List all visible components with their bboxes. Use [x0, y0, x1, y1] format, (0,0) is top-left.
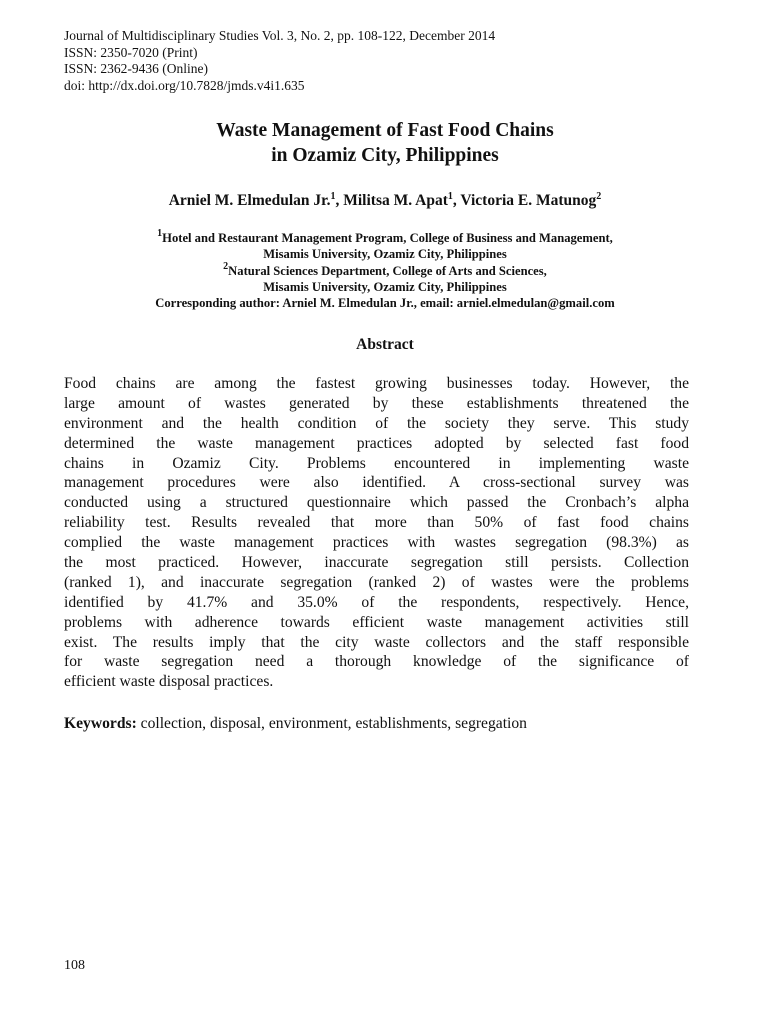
abstract-body	[64, 374, 689, 692]
abstract-heading: Abstract	[356, 336, 414, 353]
issn-online: ISSN: 2362-9436 (Online)	[64, 61, 208, 76]
affiliation-2-line-1: $^2$Natural Sciences Department, College of Arts and Sciences,	[223, 260, 547, 278]
abstract-line: large amount of wastes generated by these establishments threatened the	[64, 394, 689, 412]
abstract-line: conducted using a structured questionnaire which passed the Cronbach’s alpha	[64, 494, 689, 512]
affiliation-1-line-1: $^1$Hotel and Restaurant Management Program, College of Business and Management,	[157, 228, 613, 245]
abstract-line: (ranked 1), and inaccurate segregation (ranked 2) of wastes were the problems	[64, 573, 689, 591]
author-affil-mark: 2	[596, 191, 602, 202]
author-affil-mark: 1	[330, 191, 336, 202]
affiliation-2-line-2: Misamis University, Ozamiz City, Philippines	[263, 279, 507, 294]
affiliation-mark: 1	[157, 228, 163, 239]
author-affil-mark: 1	[447, 191, 453, 202]
abstract-line: the most practiced. However, inaccurate segregation still persists. Collection	[64, 554, 689, 572]
abstract-line: chains in Ozamiz City. Problems encountered in implementing waste	[64, 454, 689, 472]
journal-citation: Journal of Multidisciplinary Studies Vol. 3, No. 2, pp. 108-122, December 2014	[64, 28, 496, 43]
keywords	[64, 714, 704, 734]
title-line-1: Waste Management of Fast Food Chains	[216, 120, 554, 141]
abstract-line: Food chains are among the fastest growing businesses today. However, the	[64, 375, 689, 392]
abstract-line: reliability test. Results revealed that more than 50% of fast food chains	[64, 514, 689, 532]
abstract-line: management procedures were also identified. A cross-sectional survey was	[64, 474, 689, 492]
author-list	[0, 191, 770, 211]
abstract-line: exist. The results imply that the city waste collectors and the staff responsible	[64, 633, 689, 651]
paper-title	[0, 118, 770, 168]
abstract-line: efficient waste disposal practices.	[64, 673, 274, 691]
abstract-line: determined the waste management practices adopted by selected fast food	[64, 434, 689, 452]
journal-header	[64, 28, 495, 94]
abstract-line: problems with adherence towards efficient waste management activities still	[64, 613, 689, 631]
affiliation-1-line-2: Misamis University, Ozamiz City, Philippines	[263, 247, 507, 262]
corresponding-author: Corresponding author: Arniel M. Elmedulan Jr., email: arniel.elmedulan@gmail.com	[155, 296, 615, 311]
author-separator: ,	[335, 192, 344, 209]
author-name: Militsa M. Apat	[343, 192, 448, 209]
author-name: Victoria E. Matunog	[460, 192, 597, 209]
abstract-line: identified by 41.7% and 35.0% of the respondents, respectively. Hence,	[64, 593, 689, 611]
abstract-line: complied the waste management practices with wastes segregation (98.3%) as	[64, 534, 689, 552]
keywords-label: Keywords:	[64, 715, 137, 732]
title-line-2: in Ozamiz City, Philippines	[271, 145, 499, 166]
affiliation-mark: 2	[223, 260, 229, 272]
abstract-line: for waste segregation need a thorough knowledge of the significance of	[64, 653, 689, 671]
abstract-line: environment and the health condition of the society they serve. This study	[64, 414, 689, 432]
keywords-text: collection, disposal, environment, establishments, segregation	[136, 715, 527, 732]
affiliations	[0, 230, 770, 311]
doi-link[interactable]: doi: http://dx.doi.org/10.7828/jmds.v4i1.635	[64, 77, 305, 93]
page-number: 108	[64, 958, 85, 973]
author-name: Arniel M. Elmedulan Jr.	[168, 192, 331, 209]
issn-print: ISSN: 2350-7020 (Print)	[64, 44, 198, 60]
author-separator: ,	[452, 192, 461, 209]
